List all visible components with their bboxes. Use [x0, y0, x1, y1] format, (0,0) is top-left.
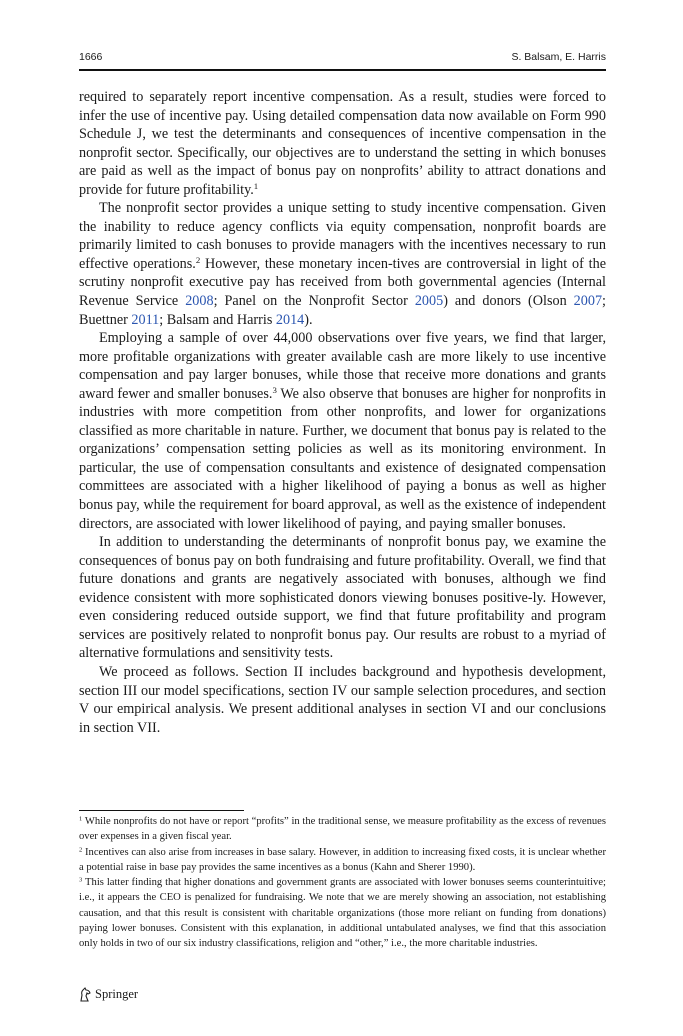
running-header: [79, 48, 606, 66]
header-rule: [79, 69, 606, 71]
publisher-footer: [79, 985, 138, 1003]
citation-link[interactable]: 2011: [131, 311, 160, 328]
footnote-3: $^3$ This latter finding that higher donations and government grants are associated with lower bonuses seems counterintuitive; i.e., it appears the CEO is penalized for fundraising. We note that we are merely showing an association, not establishing causation, and that this result is consistent with charitable organizations (those more reliant on funding from donations) paying lower bonuses. Consistent with this explanation, in additional untabulated analyses, we find that this association only holds in two of our six industry classifications, religion and “other,” i.e., the more charitable industries.: [79, 876, 606, 950]
footnote-1: $^1$ While nonprofits do not have or report “profits” in the traditional sense, we measure profitability as the excess of revenues over expenses in a given fiscal year.: [79, 815, 606, 843]
footnote-ref-1[interactable]: 1: [253, 180, 259, 191]
footnote-ref-2[interactable]: 2: [195, 255, 201, 266]
publisher-name: Springer: [95, 986, 139, 1001]
paragraph-1: required to separately report incentive compensation. As a result, studies were forced to infer the use of incentive pay. Using detailed compensation data now available on Form 990 Schedule J, we test the determinants and consequences of incentive compensation in the nonprofit sector. Specifically, our objectives are to understand the setting in which bonuses are paid as well as the impact of bonus pay on nonprofits’ ability to attract donations and provide for future profitability.$^1$: [79, 89, 606, 198]
paragraph-5: We proceed as follows. Section II includes background and hypothesis development, section III our model specifications, section IV our sample selection procedures, and section V our empirical analysis. We present additional analyses in section VI and our conclusions in section VII.: [79, 663, 606, 736]
citation-link[interactable]: 2008: [185, 293, 214, 310]
springer-horse-icon: [79, 987, 92, 1002]
citation-link[interactable]: 2014: [275, 311, 305, 328]
paragraph-3: Employing a sample of over 44,000 observations over five years, we find that larger, more profitable organizations with greater available cash are more likely to use incentive compensation and pay larger bonuses, while those that receive more donations and grants award fewer and smaller bonuses.$^3$ We also observe that bonuses are higher for nonprofits in industries with more competition from other nonprofits, and lower for organizations classified as more charitable in nature. Further, we document that bonus pay is related to the organizations’ compensation setting policies as well as its monitoring environment. In particular, the use of compensation consultants and existence of designated compensation committees are associated with a higher likelihood of paying a bonus as well as higher bonus pay, while the requirement for board approval, as well as the existence of independent directors, are associated with lower likelihood of paying, and paying smaller bonuses.: [79, 330, 606, 532]
citation-link[interactable]: 2005: [414, 293, 444, 310]
running-authors: S. Balsam, E. Harris: [511, 51, 606, 63]
citation-link[interactable]: 2007: [573, 293, 603, 310]
paragraph-4: In addition to understanding the determinants of nonprofit bonus pay, we examine the consequences of bonus pay on both fundraising and future profitability. Overall, we find that future donations and grants are negatively associated with bonuses, although we find evidence consistent with more sophisticated donors viewing bonuses positive-ly. However, even considering reduced outside support, we find that future profitability and program services are positively related to nonprofit bonus pay. Our results are robust to a myriad of alternative formulations and sensitivity tests.: [79, 534, 606, 662]
footnote-ref-3[interactable]: 3: [272, 384, 277, 395]
main-text: [79, 88, 606, 737]
footnote-2: $^2$ Incentives can also arise from increases in base salary. However, in addition to increasing fixed costs, it is unclear whether a potential raise in base pay provides the same incentives as a bonus (Kahn and Sherer 1990).: [79, 845, 606, 873]
footnotes: [79, 814, 606, 952]
page-number: 1666: [79, 51, 103, 63]
footnote-rule: [79, 810, 244, 811]
paragraph-2: The nonprofit sector provides a unique setting to study incentive compensation. Given the inability to reduce agency conflicts via equity compensation, nonprofit boards are primarily limited to cash bonuses to provide managers with the incentives necessary to run effective operations.$^2$ However, these monetary incen-tives are controversial in light of the scrutiny nonprofit executive pay has received from both governmental agencies (Internal Revenue Service 2008; Panel on the Nonprofit Sector 2005) and donors (Olson 2007; Buettner 2011; Balsam and Harris 2014).: [79, 200, 606, 328]
